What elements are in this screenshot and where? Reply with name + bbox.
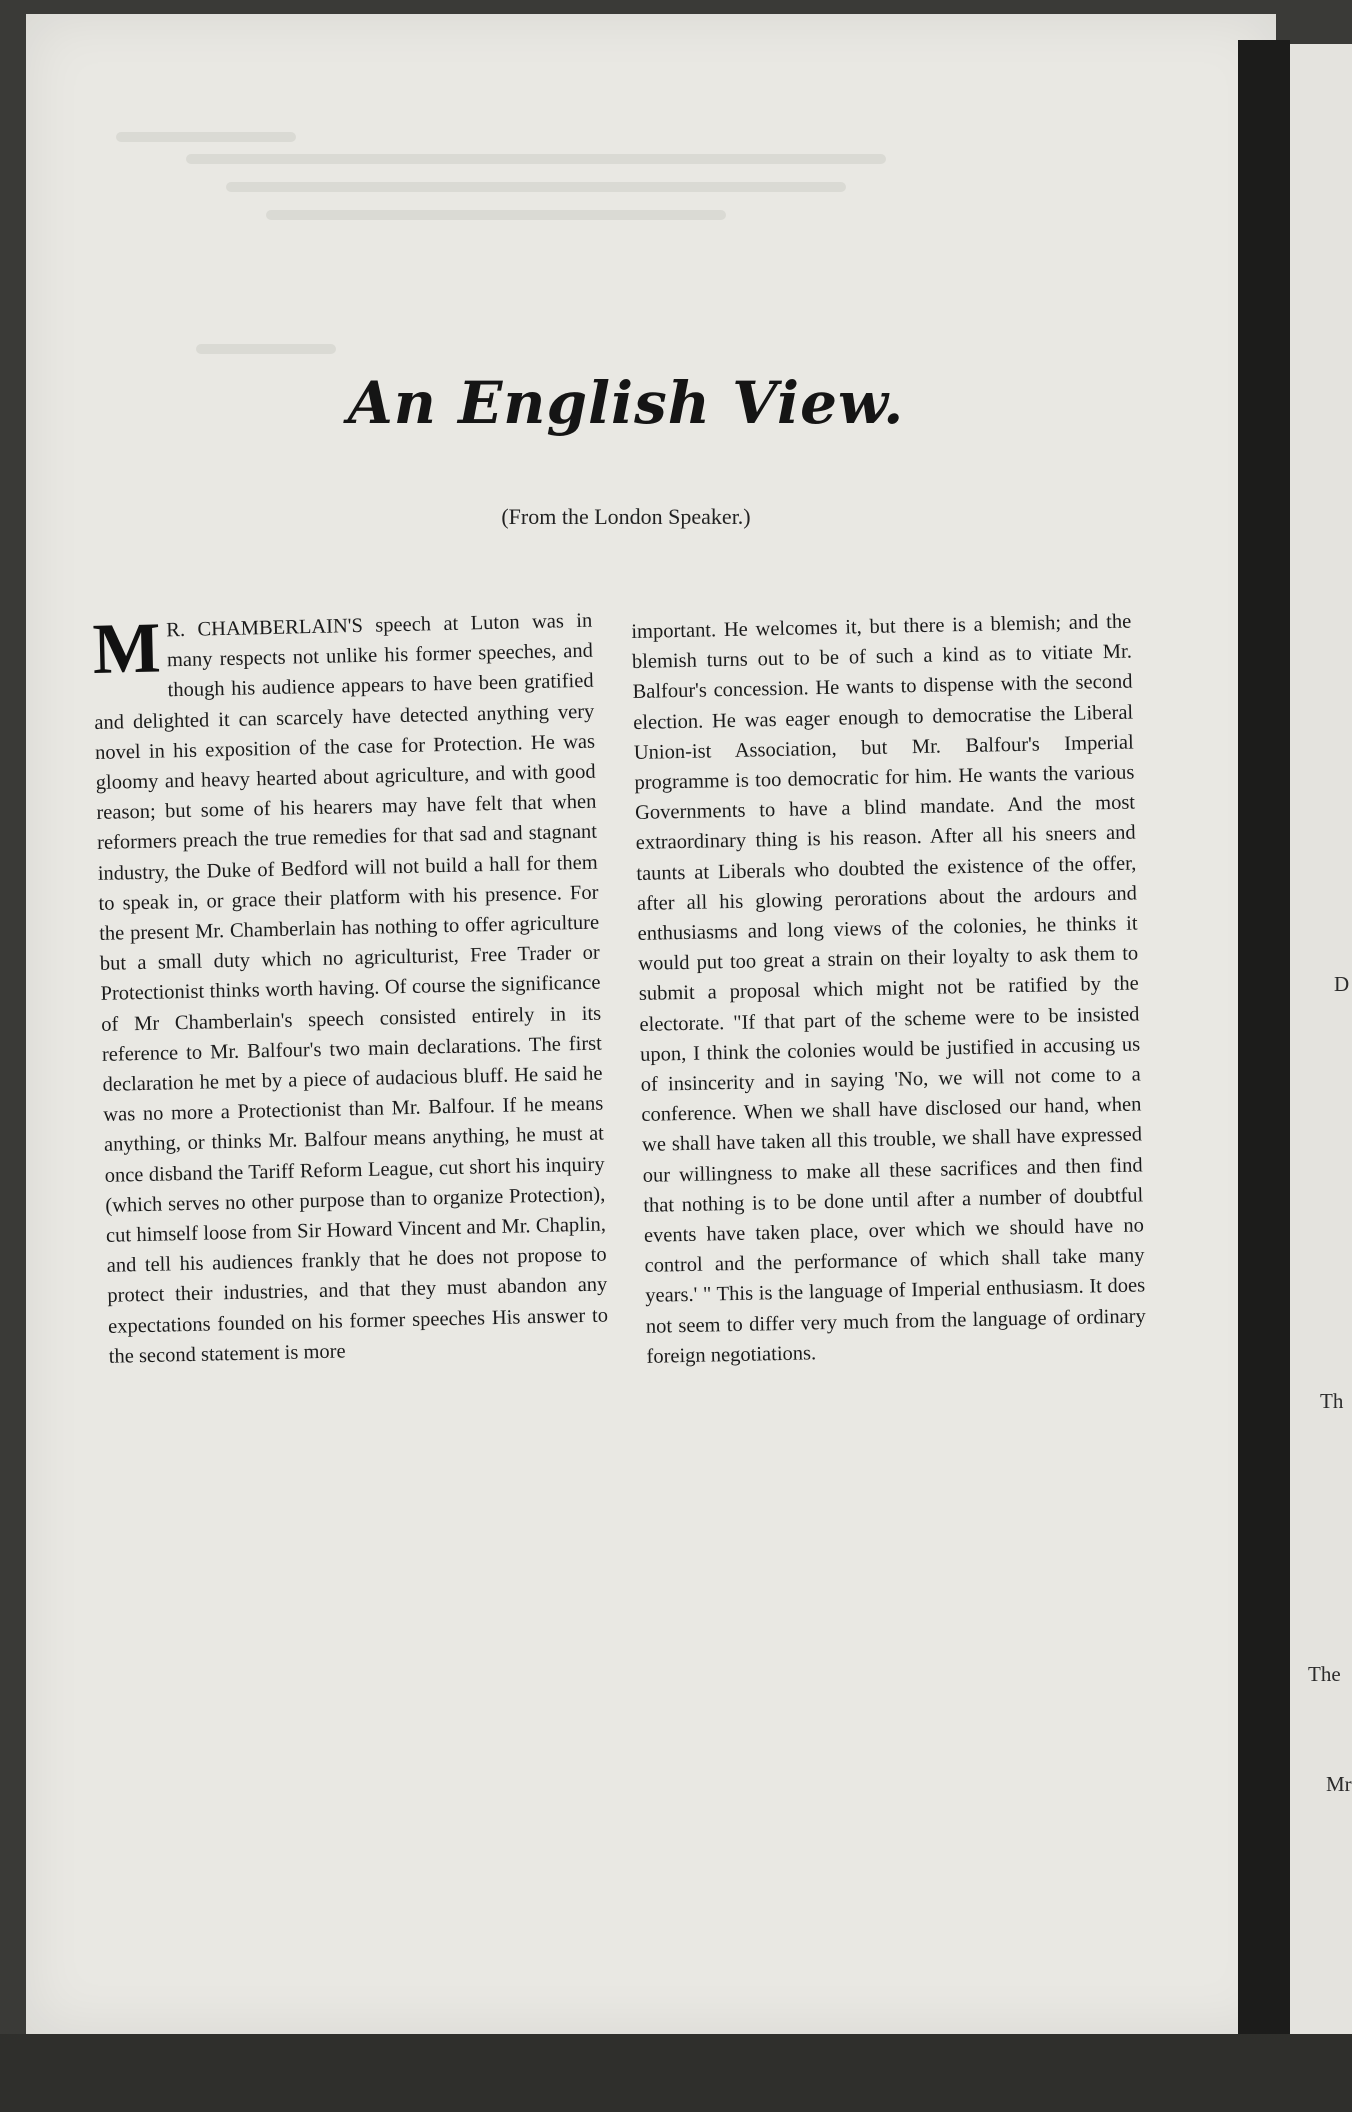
bleed-through-line [226,182,846,192]
bleed-through-line [266,210,726,220]
left-column-text: R. CHAMBERLAIN'S speech at Luton was in many respects not unlike his former speeches, and though his audience appears to have been gratified and delighted it can scarcely have detected anything very novel in his exposition of the case for Protection. He was gloomy and heavy hearted about agriculture, and with good reason; but some of his hearers may have felt that when reformers preach the true remedies for that sad and stagnant industry, the Duke of Bedford will not build a hall for them to speak in, or grace their platform with his presence. For the present Mr. Chamberlain has nothing to offer agriculture but a small duty which no agriculturist, Free Trader or Protectionist thinks worth having. Of course the significance of Mr Chamberlain's speech consisted entirely in its reference to Mr. Balfour's two main declarations. The first declaration he met by a piece of audacious bluff. He said he was no more a Protectionist than Mr. Balfour. If he means anything, or thinks Mr. Balfour means anything, he must at once disband the Tariff Reform League, cut short his inquiry (which serves no other purpose than to organize Protection), cut himself loose from Sir Howard Vincent and Mr. Chaplin, and tell his audiences frankly that he does not propose to protect their industries, and that they must abandon any expectations founded on his former speeches His answer to the second statement is more [94,609,609,1368]
bleed-through-line [196,344,336,354]
adjacent-page-fragment: Mr [1326,1772,1352,1796]
bleed-through-line [186,154,886,164]
article-title: An English View. [347,369,905,437]
adjacent-page [1290,44,1352,2034]
scan-bottom-edge [0,2034,1352,2112]
document-page [26,14,1276,2034]
bleed-through-line [116,132,296,142]
article-right-column: important. He welcomes it, but there is a blemish; and the blemish turns out to be of such a kind as to vitiate Mr. Balfour's concession. He wants to dispense with the second election. He was eager enough to democratise the Liberal Union-ist Association, but Mr. Balfour's Imperial programme is too democratic for him. He wants the various Governments to have a blind mandate. And the most extraordinary thing is his reason. After all his sneers and taunts at Liberals who doubted the existence of the offer, after all his glowing perorations about the ardours and enthusiasms and long views of the colonies, he thinks it would put too great a strain on their loyalty to ask them to submit a proposal which might not be ratified by the electorate. "If that part of the scheme were to be insisted upon, I think the colonies would be justified in accusing us of insincerity and in saying 'No, we will not come to a conference. When we shall have disclosed our hand, when we shall have taken all this trouble, we shall have expressed our willingness to make all these sacrifices and then find that nothing is to be done until after a number of doubtful events have taken place, over which we should have no control and the performance of which shall take many years.' " This is the language of Imperial enthusiasm. It does not seem to differ very much from the language of ordinary foreign negotiations. [631,610,1146,1368]
adjacent-page-fragment: The [1308,1662,1341,1686]
binding-gutter [1238,40,1290,2040]
adjacent-page-fragment: D [1334,972,1350,996]
adjacent-page-fragment: Th [1320,1389,1344,1413]
drop-cap: M [91,607,162,689]
article-source: (From the London Speaker.) [501,504,751,529]
article-left-column [92,606,609,1372]
